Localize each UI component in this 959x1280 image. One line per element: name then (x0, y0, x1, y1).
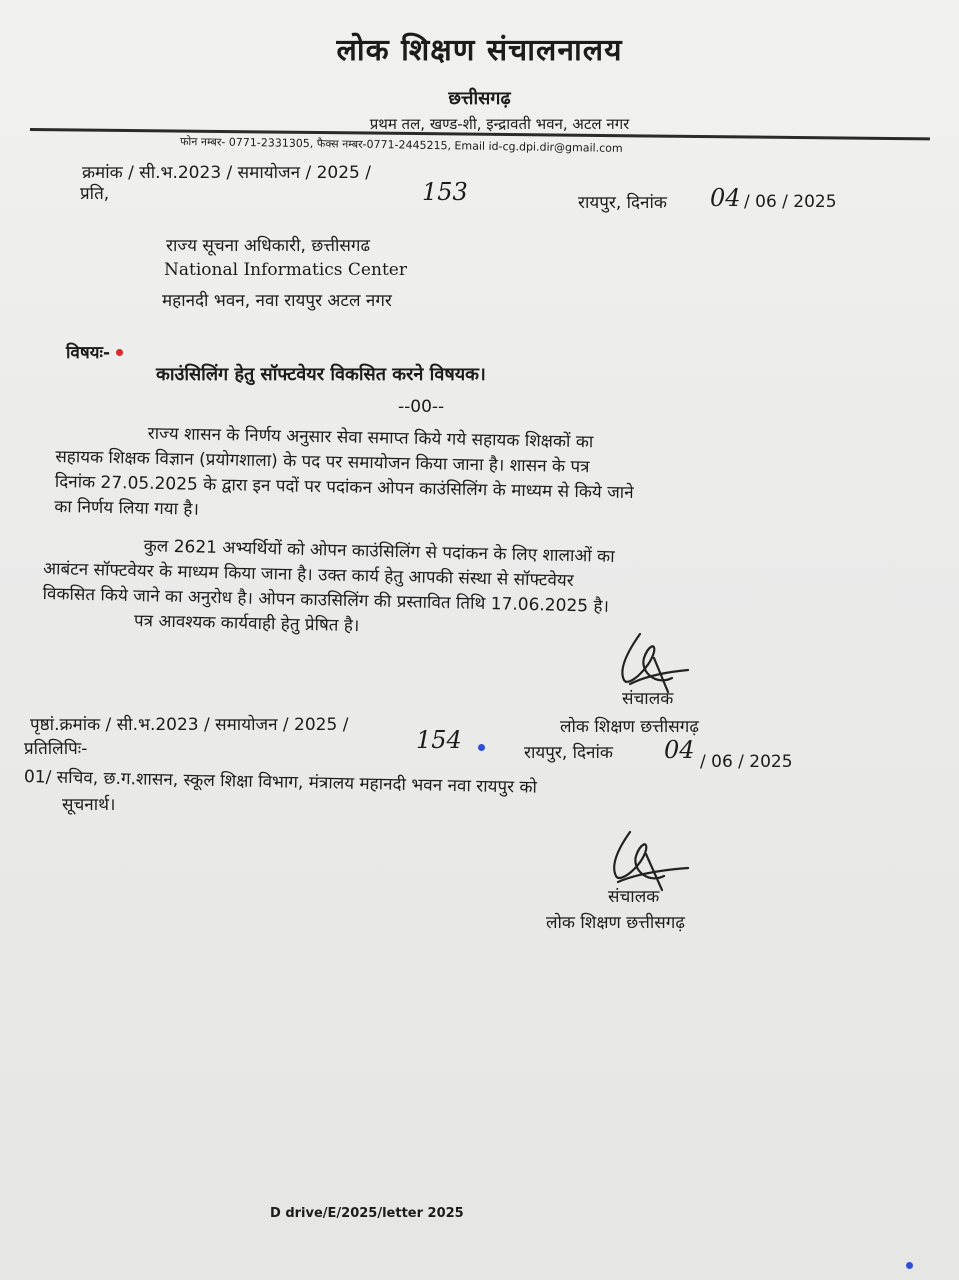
office-title: लोक शिक्षण संचालनालय (336, 33, 623, 68)
paragraph-1-line: राज्य शासन के निर्णय अनुसार सेवा समाप्त किये गये सहायक शिक्षकों का (147, 423, 594, 453)
paragraph-1-line: सहायक शिक्षक विज्ञान (प्रयोगशाला) के पद पर समायोजन किया जाना है। शासन के पत्र (55, 446, 590, 478)
paragraph-2-line: कुल 2621 अभ्यर्थियों को ओपन काउंसिलिंग से पदांकन के लिए शालाओं का (143, 536, 615, 567)
subject-text: काउंसिलिंग हेतु सॉफ्टवेयर विकसित करने विषयक। (156, 364, 486, 385)
signatory-office-2: लोक शिक्षण छत्तीसगढ़ (546, 913, 685, 933)
date-suffix: / 06 / 2025 (744, 192, 837, 212)
paragraph-1 (54, 420, 836, 535)
date-handwritten: 04 (710, 184, 741, 212)
signatory-office-1: लोक शिक्षण छत्तीसगढ़ (560, 717, 699, 737)
signatory-title-2: संचालक (608, 887, 660, 907)
paragraph-2-line: विकसित किये जाने का अनुरोध है। ओपन काउसिलिंग की प्रस्तावित तिथि 17.06.2025 है। (42, 583, 610, 617)
prati-label: प्रति, (80, 184, 110, 204)
copy-date-handwritten: 04 (664, 736, 695, 764)
paragraph-2-line: पत्र आवश्यक कार्यवाही हेतु प्रेषित है। (133, 611, 360, 637)
office-address: प्रथम तल, खण्ड-शी, इन्द्रावती भवन, अटल नगर (369, 115, 630, 133)
subject-label: विषयः- (66, 343, 111, 363)
copy-date-label: रायपुर, दिनांक (524, 743, 613, 763)
addressee-line-1: राज्य सूचना अधिकारी, छत्तीसगढ (166, 236, 371, 256)
paragraph-1-line: का निर्णय लिया गया है। (54, 496, 200, 520)
file-path-footer: D drive/E/2025/letter 2025 (270, 1206, 464, 1221)
addressee-line-3: महानदी भवन, नवा रायपुर अटल नगर (162, 291, 392, 311)
copy-ref-number: पृष्ठां.क्रमांक / सी.भ.2023 / समायोजन / 2025 / (30, 715, 349, 735)
signatory-title-1: संचालक (622, 689, 674, 709)
paragraph-1-line: दिनांक 27.05.2025 के द्वारा इन पदों पर पदांकन ओपन काउंसिलिंग के माध्यम से किये जाने (54, 471, 634, 504)
office-state: छत्तीसगढ़ (448, 88, 511, 109)
blue-ink-dot (478, 744, 485, 751)
subject-divider: --00-- (398, 397, 445, 417)
copy-date-suffix: / 06 / 2025 (700, 752, 793, 772)
copy-item-1: 01/ सचिव, छ.ग.शासन, स्कूल शिक्षा विभाग, मंत्रालय महानदी भवन नवा रायपुर को (23, 767, 538, 798)
red-ink-dot (116, 349, 123, 356)
paragraph-2 (42, 532, 834, 650)
addressee-line-2: National Informatics Center (164, 260, 407, 280)
copy-label: प्रतिलिपिः- (24, 739, 88, 759)
office-contact: फोन नम्बर- 0771-2331305, फैक्स नम्बर-0771-2445215, Email id-cg.dpi.dir@gmail.com (179, 135, 623, 155)
paragraph-2-line: आबंटन सॉफ्टवेयर के माध्यम किया जाना है। उक्त कार्य हेतु आपकी संस्था से सॉफ्टवेयर (42, 558, 574, 592)
ref-number-handwritten: 153 (422, 178, 468, 206)
copy-item-1-cont: सूचनार्थ। (62, 795, 116, 815)
ref-number: क्रमांक / सी.भ.2023 / समायोजन / 2025 / (82, 163, 371, 183)
copy-ref-handwritten: 154 (416, 726, 462, 754)
date-label: रायपुर, दिनांक (578, 193, 667, 213)
corner-blue-dot (906, 1262, 913, 1269)
